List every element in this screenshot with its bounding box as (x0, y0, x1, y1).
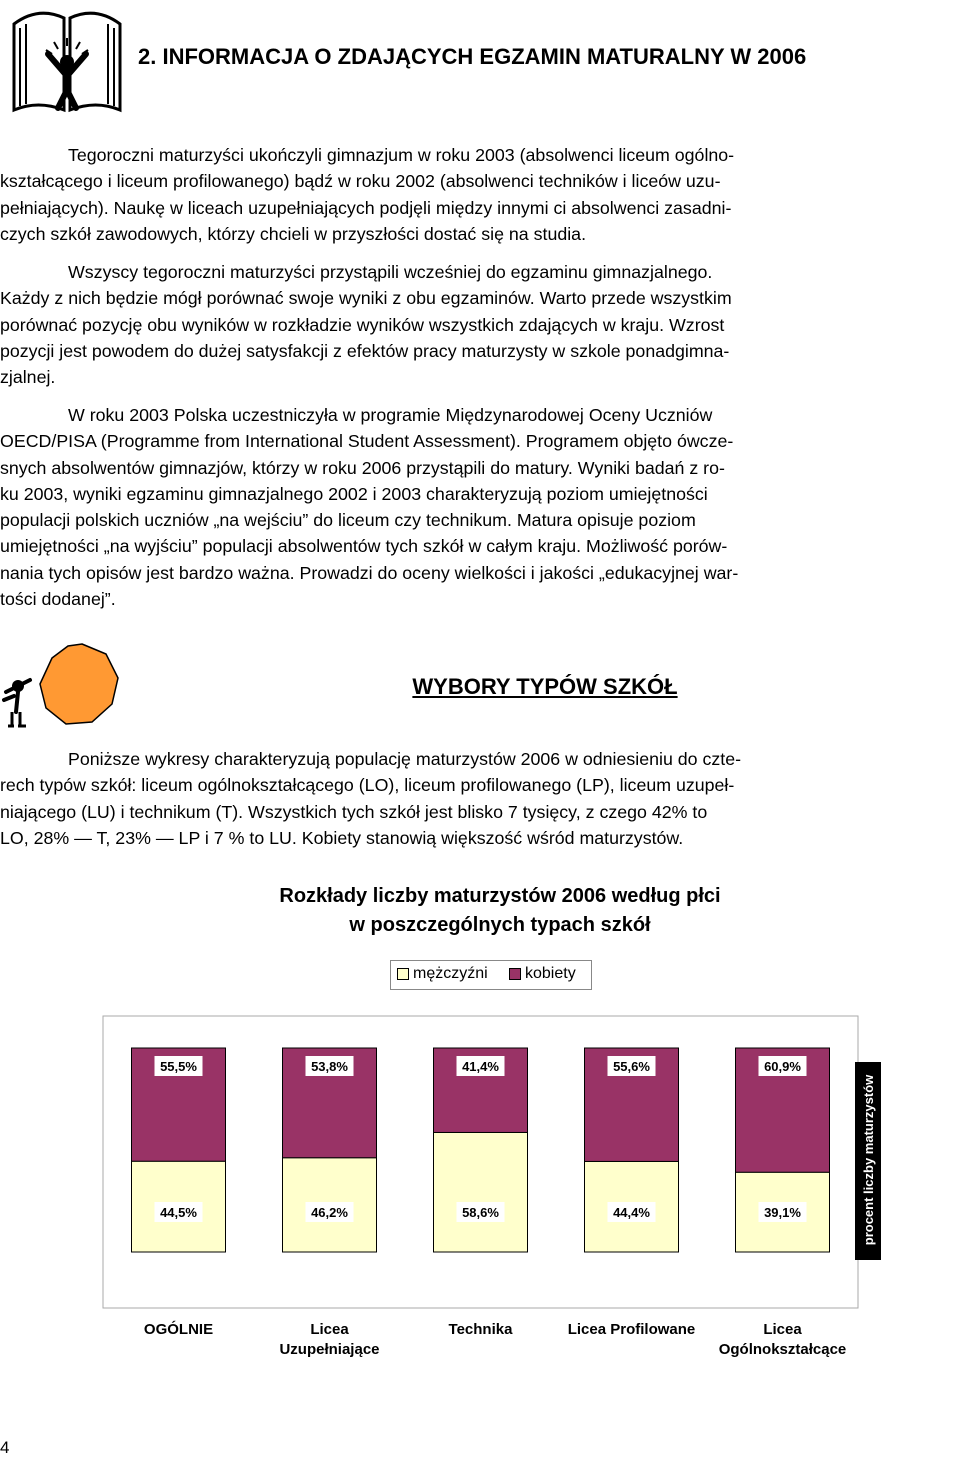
text-line: LO, 28% — T, 23% — LP i 7 % to LU. Kobiety stanowią większość wśród maturzystów. (0, 827, 684, 848)
category-label: Licea (310, 1321, 349, 1338)
text-line: niającego (LU) i technikum (T). Wszystkich tych szkół jest blisko 7 tysięcy, z czego 42% to (0, 801, 708, 822)
data-label-men: 44,4% (613, 1205, 650, 1220)
text-line: W roku 2003 Polska uczestniczyła w programie Międzynarodowej Oceny Uczniów (68, 405, 713, 425)
data-label-men: 46,2% (311, 1205, 348, 1220)
chart-title (0, 882, 960, 940)
legend-item-men (397, 965, 488, 983)
page-title: 2. INFORMACJA O ZDAJĄCYCH EGZAMIN MATURALNY W 2006 (138, 44, 807, 69)
text-line: Wszyscy tegoroczni maturzyści przystąpili wcześniej do egzaminu gimnazjalnego. (68, 262, 713, 282)
data-label-women: 41,4% (462, 1059, 499, 1074)
data-label-men: 58,6% (462, 1205, 499, 1220)
text-line: zjalnej. (0, 367, 56, 388)
data-label-men: 44,5% (160, 1205, 197, 1220)
data-label-women: 55,6% (613, 1059, 650, 1074)
legend-label-men: mężczyźni (413, 965, 488, 982)
chart-title-line: w poszczególnych typach szkół (349, 914, 651, 936)
section-paragraph (0, 746, 960, 851)
category-label: Ogólnokształcące (718, 1341, 847, 1358)
text-line: pełniających). Naukę w liceach uzupełniających podjęli między innymi ci absolwenci zasadni- (0, 197, 732, 218)
text-line: ku 2003, wyniki egzaminu gimnazjalnego 2002 i 2003 charakteryzują poziom umiejętności (0, 483, 708, 504)
text-line: tości dodanej”. (0, 589, 116, 610)
data-label-men: 39,1% (764, 1205, 801, 1220)
text-line: czych szkół zawodowych, którzy chcieli w przyszłości dostać się na studia. (0, 223, 587, 244)
chart-title-line: Rozkłady liczby maturzystów 2006 według płci (279, 885, 721, 907)
page-number: 4 (0, 1438, 10, 1457)
text-line: OECD/PISA (Programme from International Student Assessment). Programem objęto ówcze- (0, 431, 734, 452)
text-line: Poniższe wykresy charakteryzują populację maturzystów 2006 w odniesieniu do czte- (68, 749, 742, 769)
category-label: Licea (763, 1321, 802, 1338)
y-axis-label: procent liczby maturzystów (861, 1074, 876, 1246)
text-line: Tegoroczni maturzyści ukończyli gimnazjum w roku 2003 (absolwenci liceum ogólno- (68, 145, 735, 165)
data-label-women: 55,5% (160, 1059, 197, 1074)
text-line: populacji polskich uczniów „na wejściu” do liceum czy technikum. Matura opisuje poziom (0, 510, 696, 531)
text-line: nania tych opisów jest bardzo ważna. Prowadzi do oceny wielkości i jakości „edukacyjnej war- (0, 562, 739, 583)
data-label-women: 53,8% (311, 1059, 348, 1074)
text-line: rech typów szkół: liceum ogólnokształcącego (LO), liceum profilowanego (LP), liceum uzupeł- (0, 775, 735, 796)
legend-swatch-women (509, 968, 521, 980)
text-line: Każdy z nich będzie mógł porównać swoje wyniki z obu egzaminów. Warto przede wszystkim (0, 288, 732, 309)
bar-men (434, 1132, 528, 1252)
category-label: OGÓLNIE (143, 1321, 214, 1338)
intro-paragraph-2 (0, 259, 960, 390)
legend-swatch-men (397, 968, 409, 980)
category-label: Uzupełniające (279, 1341, 380, 1358)
legend-item-women (509, 965, 576, 983)
category-label: Technika (448, 1321, 513, 1338)
section-title: WYBORY TYPÓW SZKÓŁ (412, 674, 678, 699)
category-label: Licea Profilowane (567, 1321, 696, 1338)
chart-legend (390, 960, 592, 990)
intro-paragraph-3 (0, 402, 960, 612)
legend-label-women: kobiety (525, 965, 576, 982)
text-line: pozycji jest powodem do dużej satysfakcji z efektów pracy maturzysty w szkole ponadgimna- (0, 340, 730, 361)
book-reader-logo-icon (8, 4, 126, 116)
intro-paragraph-1 (0, 142, 960, 247)
stacked-bar-chart (0, 1000, 960, 1380)
text-line: porównać pozycję obu wyników w rozkładzie wyników wszystkich zdających w kraju. Wzrost (0, 314, 725, 335)
text-line: snych absolwentów gimnazjów, którzy w roku 2006 przystąpili do matury. Wyniki badań z ro- (0, 457, 725, 478)
data-label-women: 60,9% (764, 1059, 801, 1074)
text-line: umiejętności „na wyjściu” populacji absolwentów tych szkół w całym kraju. Możliwość porów- (0, 536, 728, 557)
text-line: kształcącego i liceum profilowanego) bądź w roku 2002 (absolwenci techników i liceów uzu- (0, 171, 721, 192)
